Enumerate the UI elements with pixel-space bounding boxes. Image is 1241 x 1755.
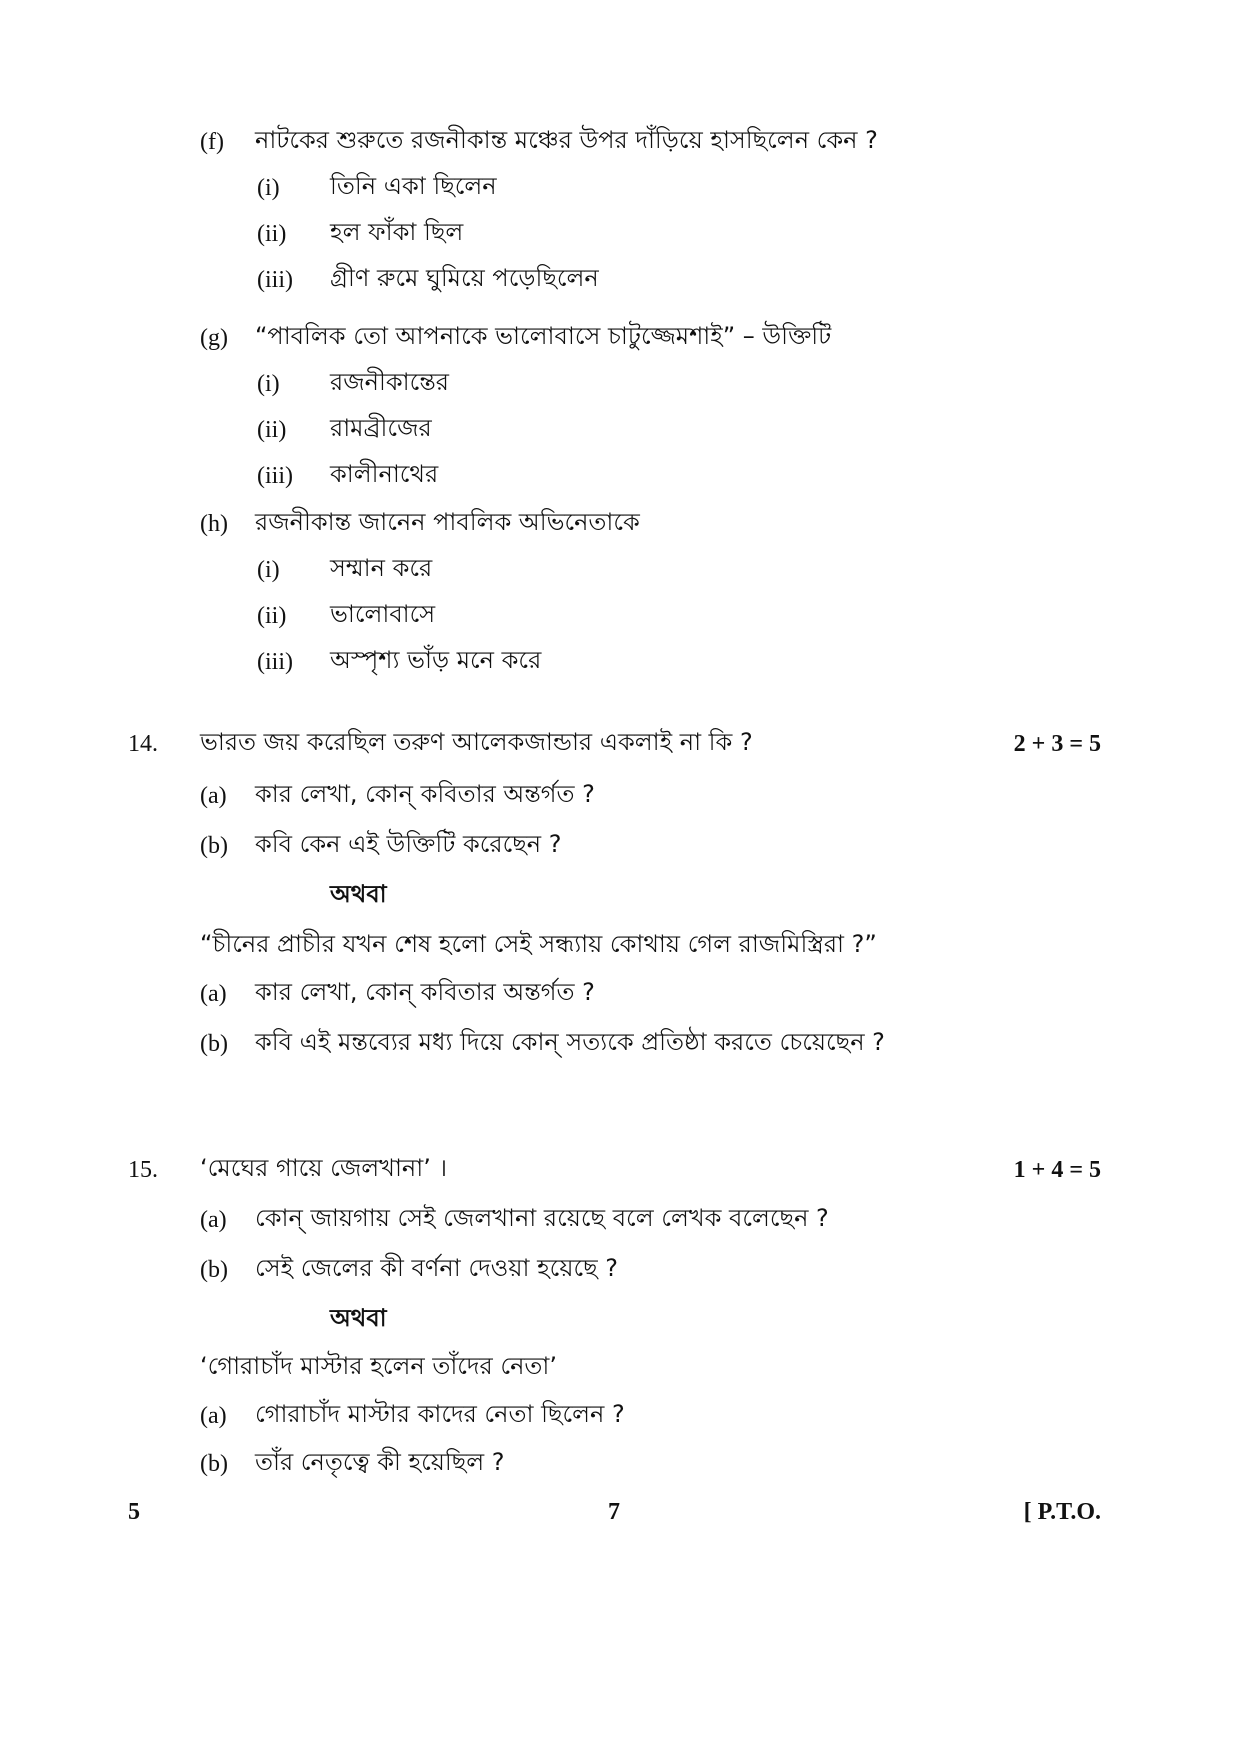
q13h-opt1-text: সম্মান করে: [330, 554, 433, 582]
q13g-opt1-label: (i): [257, 371, 280, 397]
q15-text: ‘মেঘের গায়ে জেলখানা’ ।: [200, 1154, 448, 1182]
q15-alt-b-label: (b): [200, 1451, 228, 1477]
q15-alt-a-label: (a): [200, 1403, 227, 1429]
q13h-opt2-label: (ii): [257, 603, 287, 629]
q13g-opt1-text: রজনীকান্তের: [330, 368, 450, 396]
q14-text: ভারত জয় করেছিল তরুণ আলেকজান্ডার একলাই না কি ?: [200, 728, 753, 756]
q14a-label: (a): [200, 783, 227, 809]
q13f-opt1-text: তিনি একা ছিলেন: [330, 172, 497, 200]
q13f-opt3-text: গ্রীণ রুমে ঘুমিয়ে পড়েছিলেন: [330, 264, 599, 292]
q13f-opt2-text: হল ফাঁকা ছিল: [330, 218, 464, 246]
q13f-opt3-label: (iii): [257, 267, 293, 293]
q13h-text: রজনীকান্ত জানেন পাবলিক অভিনেতাকে: [255, 508, 640, 536]
q13h-opt2-text: ভালোবাসে: [330, 600, 436, 628]
q14-alt-text: “চীনের প্রাচীর যখন শেষ হলো সেই সন্ধ্যায় কোথায় গেল রাজমিস্ত্রিরা ?”: [200, 930, 877, 958]
q14-number: 14.: [128, 731, 158, 757]
footer-left-code: 5: [128, 1499, 140, 1525]
q15-alt-a-text: গোরাচাঁদ মাস্টার কাদের নেতা ছিলেন ?: [255, 1400, 625, 1428]
q14-alt-b-text: কবি এই মন্তব্যের মধ্য দিয়ে কোন্ সত্যকে প্রতিষ্ঠা করতে চেয়েছেন ?: [255, 1028, 885, 1056]
q13g-opt3-text: কালীনাথের: [330, 460, 439, 488]
q15b-label: (b): [200, 1257, 228, 1283]
q14a-text: কার লেখা, কোন্ কবিতার অন্তর্গত ?: [255, 780, 595, 808]
q13f-opt1-label: (i): [257, 175, 280, 201]
q13g-text: “পাবলিক তো আপনাকে ভালোবাসে চাটুজ্জেমশাই” – উক্তিটি: [255, 322, 832, 350]
q13f-label: (f): [200, 129, 224, 155]
page-number: 7: [608, 1499, 620, 1525]
q14-alt-b-label: (b): [200, 1031, 228, 1057]
q13f-text: নাটকের শুরুতে রজনীকান্ত মঞ্চের উপর দাঁড়িয়ে হাসছিলেন কেন ?: [255, 126, 878, 154]
q13h-opt3-text: অস্পৃশ্য ভাঁড় মনে করে: [330, 646, 542, 674]
q13h-opt1-label: (i): [257, 557, 280, 583]
q15-alt-text: ‘গোরাচাঁদ মাস্টার হলেন তাঁদের নেতা’: [200, 1352, 558, 1380]
q15a-label: (a): [200, 1207, 227, 1233]
pto-label: [ P.T.O.: [1023, 1499, 1101, 1525]
q13g-label: (g): [200, 325, 228, 351]
q14-alt-a-label: (a): [200, 981, 227, 1007]
q13h-opt3-label: (iii): [257, 649, 293, 675]
q14b-text: কবি কেন এই উক্তিটি করেছেন ?: [255, 830, 562, 858]
q14b-label: (b): [200, 833, 228, 859]
q13h-label: (h): [200, 511, 228, 537]
q13g-opt2-text: রামব্রীজের: [330, 414, 432, 442]
q14-alt-a-text: কার লেখা, কোন্ কবিতার অন্তর্গত ?: [255, 978, 595, 1006]
q15a-text: কোন্ জায়গায় সেই জেলখানা রয়েছে বলে লেখক বলেছেন ?: [255, 1204, 829, 1232]
q15-alt-b-text: তাঁর নেতৃত্বে কী হয়েছিল ?: [255, 1448, 505, 1476]
q15-marks: 1 + 4 = 5: [1013, 1157, 1101, 1183]
q13g-opt2-label: (ii): [257, 417, 287, 443]
q15b-text: সেই জেলের কী বর্ণনা দেওয়া হয়েছে ?: [255, 1254, 619, 1282]
q15-or-label: অথবা: [330, 1304, 387, 1332]
q14-marks: 2 + 3 = 5: [1013, 731, 1101, 757]
q13f-opt2-label: (ii): [257, 221, 287, 247]
q15-number: 15.: [128, 1157, 158, 1183]
q14-or-label: অথবা: [330, 880, 387, 908]
q13g-opt3-label: (iii): [257, 463, 293, 489]
